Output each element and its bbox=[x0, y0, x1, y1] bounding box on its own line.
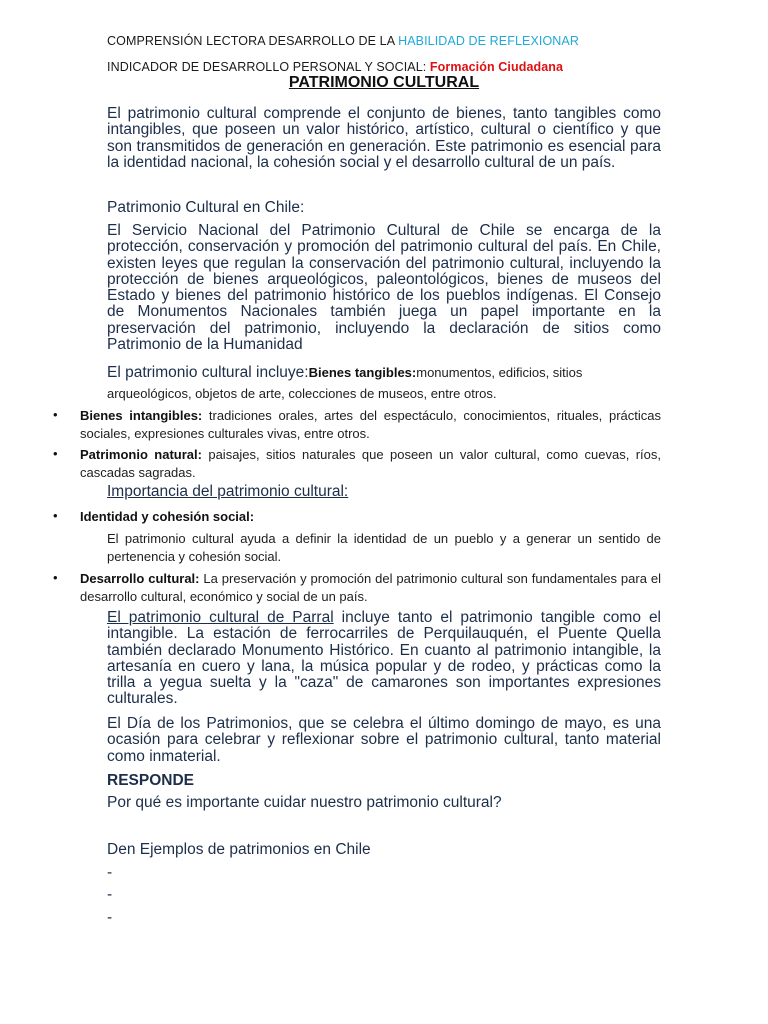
answer-dash-1: - bbox=[107, 864, 113, 881]
header-line-2-prefix: INDICADOR DE DESARROLLO PERSONAL Y SOCIAL: bbox=[107, 60, 430, 74]
tangible-text: monumentos, edificios, sitios arqueológicos, objetos de arte, colecciones de museos, entre otros. bbox=[107, 365, 583, 401]
chile-paragraph: El Servicio Nacional del Patrimonio Cultural de Chile se encarga de la protección, conservación y promoción del patrimonio cultural del país. En Chile, existen leyes que regulan la conservación del patrimonio cultural, incluyendo la protección de bienes arqueológicos, paleontológicos, bienes de museos del Estado y bienes del patrimonio histórico de los pueblos indígenas. El Consejo de Monumentos Nacionales también juega un papel importante en la preservación del patrimonio, incluyendo la declaración de sitios como Patrimonio de la Humanidad bbox=[107, 222, 661, 354]
page-title: PATRIMONIO CULTURAL bbox=[288, 74, 480, 91]
bullet-label: Bienes intangibles: bbox=[80, 408, 203, 423]
bullet-dot: • bbox=[53, 508, 58, 523]
dia-paragraph: El Día de los Patrimonios, que se celebra el último domingo de mayo, es una ocasión para celebrar y reflexionar sobre el patrimonio cultural, tanto material como inmaterial. bbox=[107, 715, 661, 765]
answer-dash-3: - bbox=[107, 909, 113, 926]
bullet-dot: • bbox=[53, 570, 58, 585]
development-body: La preservación y promoción del patrimonio cultural son fundamentales para el desarrollo cultural, económico y social de un país. bbox=[80, 571, 661, 604]
question-2: Den Ejemplos de patrimonios en Chile bbox=[107, 841, 371, 858]
bullet-body: paisajes, sitios naturales que poseen un valor cultural, como cuevas, ríos, cascadas sagradas. bbox=[80, 447, 661, 480]
bullet-body: tradiciones orales, artes del espectáculo, conocimientos, rituales, prácticas sociales, expresiones culturales vivas, entre otros. bbox=[80, 408, 661, 441]
identity-label: Identidad y cohesión social: bbox=[80, 509, 255, 524]
includes-lead: El patrimonio cultural incluye: bbox=[107, 364, 309, 381]
tangible-label: Bienes tangibles: bbox=[308, 365, 417, 380]
chile-heading: Patrimonio Cultural en Chile: bbox=[107, 199, 305, 216]
header-line-1 bbox=[107, 34, 579, 48]
bullet-dot: • bbox=[53, 446, 58, 461]
answer-dash-2: - bbox=[107, 886, 113, 903]
bullet-text bbox=[80, 570, 661, 606]
bullet-identity bbox=[53, 508, 661, 528]
bullet-intangibles bbox=[53, 407, 661, 443]
bullet-development bbox=[53, 570, 661, 606]
question-1: Por qué es importante cuidar nuestro patrimonio cultural? bbox=[107, 794, 502, 811]
intro-paragraph: El patrimonio cultural comprende el conjunto de bienes, tanto tangibles como intangibles, que poseen un valor histórico, artístico, cultural o científico y que son transmitidos de generación en generación. Este patrimonio es esencial para la identidad nacional, la cohesión social y el desarrollo cultural de un país. bbox=[107, 105, 661, 171]
parral-link[interactable]: El patrimonio cultural de Parral bbox=[107, 609, 334, 626]
header-line-1-prefix: COMPRENSIÓN LECTORA DESARROLLO DE LA bbox=[107, 34, 399, 48]
bullet-text bbox=[80, 508, 661, 526]
header-line-2-highlight: Formación Ciudadana bbox=[429, 60, 564, 74]
identity-text: El patrimonio cultural ayuda a definir la identidad de un pueblo y a generar un sentido de pertenencia y cohesión social. bbox=[107, 531, 661, 564]
includes-paragraph bbox=[107, 362, 661, 404]
header-line-2 bbox=[107, 60, 563, 74]
bullet-dot: • bbox=[53, 407, 58, 422]
bullet-text bbox=[80, 446, 661, 482]
development-label: Desarrollo cultural: bbox=[80, 571, 200, 586]
responde-heading: RESPONDE bbox=[107, 772, 194, 789]
bullet-text bbox=[80, 407, 661, 443]
bullet-label: Patrimonio natural: bbox=[80, 447, 202, 462]
bullet-natural bbox=[53, 446, 661, 482]
importance-heading: Importancia del patrimonio cultural: bbox=[107, 483, 349, 500]
parral-text: incluye tanto el patrimonio tangible como el intangible. La estación de ferrocarriles de Perquilauquén, el Puente Quella también declarado Monumento Histórico. En cuanto al patrimonio intangible, la artesanía en cuero y lana, la música popular y de rodeo, y prácticas como la trilla a yegua suelta y la "caza" de camarones son importantes expresiones culturales. bbox=[107, 609, 662, 708]
header-line-1-highlight: HABILIDAD DE REFLEXIONAR bbox=[398, 34, 579, 48]
parral-paragraph bbox=[107, 610, 661, 708]
